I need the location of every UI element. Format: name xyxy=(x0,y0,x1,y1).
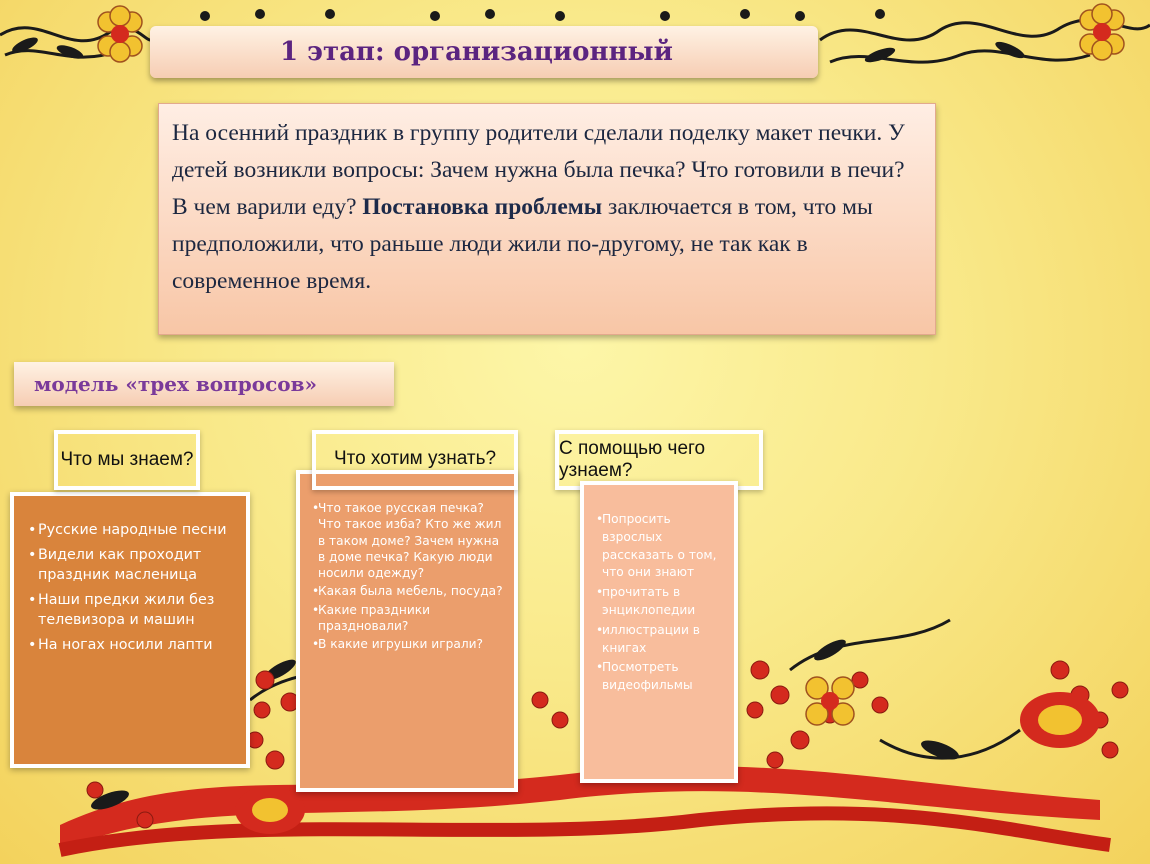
problem-text-part-1: На осенний праздник в группу родители сделали поделку макет печки. У детей возникли вопросы: Зачем нужна была печка? Что готовили в печи? В чем варили еду? xyxy=(172,120,905,220)
problem-text-bold: Постановка проблемы xyxy=(362,194,603,220)
flower-icon xyxy=(1080,4,1124,60)
flower-icon xyxy=(235,786,305,834)
list-item: • Видели как проходит праздник масленица xyxy=(29,545,242,586)
list-item: • прочитать в энциклопедии xyxy=(597,584,730,620)
title-bar xyxy=(150,26,818,78)
problem-text-part-2: заключается в том, что мы предположили, что раньше люди жили по-другому, не так как в современное время. xyxy=(172,194,873,294)
column-heading-text: Что мы знаем? xyxy=(60,449,194,470)
column-known-list xyxy=(29,520,242,656)
column-want-heading xyxy=(312,430,518,490)
list-item: • В какие игрушки играли? xyxy=(313,636,510,652)
column-known-heading xyxy=(54,430,200,490)
list-item: • Попросить взрослых рассказать о том, что они знают xyxy=(597,511,730,582)
column-heading-text: С помощью чего узнаем? xyxy=(559,438,706,481)
list-item: • Что такое русская печка? Что такое изба? Кто же жил в таком доме? Зачем нужна в доме печка? Какую люди носили одежду? xyxy=(313,500,510,581)
column-known-body xyxy=(10,492,250,768)
list-item: • Какие праздники праздновали? xyxy=(313,602,510,635)
list-item: • Русские народные песни xyxy=(29,520,242,541)
list-item: • иллюстрации в книгах xyxy=(597,622,730,658)
column-how-body xyxy=(580,481,738,783)
list-item: • На ногах носили лапти xyxy=(29,635,242,656)
page-title: 1 этап: организационный xyxy=(280,37,673,67)
list-item: • Какая была мебель, посуда? xyxy=(313,583,510,599)
list-item: • Наши предки жили без телевизора и машин xyxy=(29,590,242,631)
column-heading-text: Что хотим узнать? xyxy=(333,448,497,469)
model-label: модель «трех вопросов» xyxy=(34,372,318,396)
column-how-list xyxy=(597,511,730,695)
model-label-box xyxy=(14,362,394,406)
column-want-list xyxy=(313,500,510,653)
column-want-body xyxy=(296,470,518,792)
problem-statement xyxy=(158,103,936,335)
list-item: • Посмотреть видеофильмы xyxy=(597,659,730,695)
flower-icon xyxy=(1020,692,1100,748)
